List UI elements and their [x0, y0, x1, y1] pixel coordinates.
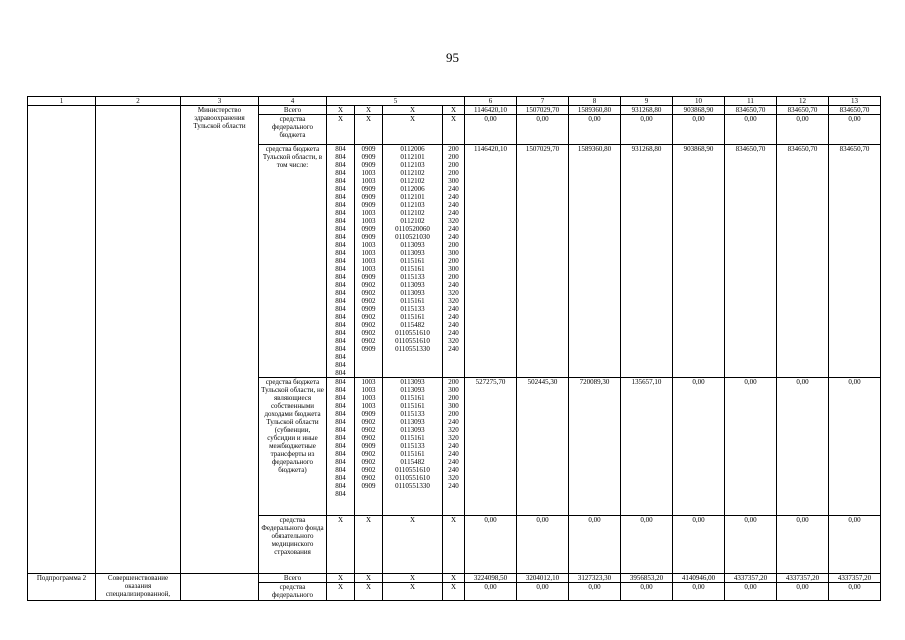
value-cell: 4337357,20	[777, 574, 829, 583]
value-cell: 502445,30	[517, 378, 569, 516]
col-header: 1	[28, 97, 96, 106]
value-cell: 4140946,00	[673, 574, 725, 583]
value-cell: 903868,90	[673, 145, 725, 378]
value-cell: 4337357,20	[725, 574, 777, 583]
cell-empty	[181, 574, 259, 601]
kbk-cell: Х	[327, 115, 355, 145]
value-cell: 0,00	[777, 583, 829, 601]
col-header: 13	[829, 97, 881, 106]
value-cell: 0,00	[673, 516, 725, 574]
col-header: 10	[673, 97, 725, 106]
ministry-name: Министерство здравоохранения Тульской области	[181, 106, 259, 574]
source-label: средства Федерального фонда обязательного медицинского страхования	[259, 516, 327, 574]
source-label: средства федерального бюджета	[259, 115, 327, 145]
kbk-cell: Х	[383, 574, 443, 583]
kbk-cell: Х	[355, 115, 383, 145]
value-cell: 0,00	[517, 115, 569, 145]
value-cell: 0,00	[777, 115, 829, 145]
kbk-list: 804 804 804 804 804 804 804 804 804 804 804 804 804 804 804	[327, 378, 355, 516]
col-header: 11	[725, 97, 777, 106]
kbk-cell: Х	[383, 106, 443, 115]
source-label: Всего	[259, 106, 327, 115]
col-header: 7	[517, 97, 569, 106]
value-cell: 3127323,30	[569, 574, 621, 583]
kbk-list: 200 200 200 200 300 240 240 240 240 320 240 240 200 300 200 300 200 240 320 320 240 240 240 240 320 240	[443, 145, 465, 378]
kbk-cell: Х	[327, 574, 355, 583]
cell-empty	[96, 106, 181, 574]
value-cell: 0,00	[569, 115, 621, 145]
value-cell: 0,00	[829, 516, 881, 574]
value-cell: 0,00	[777, 516, 829, 574]
value-cell: 0,00	[777, 378, 829, 516]
col-header: 4	[259, 97, 327, 106]
kbk-cell: Х	[383, 516, 443, 574]
kbk-list: 1003 1003 1003 1003 0909 0902 0902 0902 0909 0902 0902 0902 0902 0909	[355, 378, 383, 516]
kbk-list: 200 300 200 300 200 240 320 320 240 240 240 240 320 240	[443, 378, 465, 516]
value-cell: 0,00	[621, 115, 673, 145]
kbk-cell: Х	[383, 583, 443, 601]
value-cell: 931268,80	[621, 145, 673, 378]
value-cell: 1589360,80	[569, 106, 621, 115]
value-cell: 834650,70	[777, 106, 829, 115]
value-cell: 0,00	[673, 378, 725, 516]
kbk-list: 0113093 0113093 0115161 0115161 0115133 0113093 0113093 0115161 0115133 0115161 0115482 0110551610 0110551610 0110551330	[383, 378, 443, 516]
value-cell: 1146420,10	[465, 145, 517, 378]
value-cell: 0,00	[465, 516, 517, 574]
kbk-cell: Х	[443, 574, 465, 583]
value-cell: 0,00	[569, 583, 621, 601]
kbk-cell: Х	[327, 106, 355, 115]
kbk-list: 0112006 0112101 0112103 0112102 0112102 0112006 0112101 0112103 0112102 0112102 0110520060 0110521030 0113093 0113093 0115161 0115161 0115133 0113093 0113093 0115161 0115133 0115161 0115482 0110551610 0110551610 0110551330	[383, 145, 443, 378]
value-cell: 3224098,50	[465, 574, 517, 583]
value-cell: 0,00	[621, 583, 673, 601]
subprogram-title: Совершенствование оказания специализированной,	[96, 574, 181, 601]
col-header: 6	[465, 97, 517, 106]
page-number: 95	[446, 50, 459, 65]
value-cell: 4337357,20	[829, 574, 881, 583]
col-header: 5	[327, 97, 465, 106]
value-cell: 0,00	[517, 516, 569, 574]
value-cell: 0,00	[725, 583, 777, 601]
value-cell: 1589360,80	[569, 145, 621, 378]
value-cell: 834650,70	[725, 145, 777, 378]
source-label: Всего	[259, 574, 327, 583]
value-cell: 0,00	[673, 115, 725, 145]
kbk-cell: Х	[355, 106, 383, 115]
col-header: 12	[777, 97, 829, 106]
value-cell: 1507029,70	[517, 145, 569, 378]
kbk-list: 804 804 804 804 804 804 804 804 804 804 804 804 804 804 804 804 804 804 804 804 804 804 804 804 804 804 804 804 804	[327, 145, 355, 378]
value-cell: 0,00	[465, 115, 517, 145]
col-header: 9	[621, 97, 673, 106]
subprogram-label: Подпрограмма 2	[28, 574, 96, 601]
source-label: средства федерального	[259, 583, 327, 601]
value-cell: 0,00	[673, 583, 725, 601]
value-cell: 834650,70	[725, 106, 777, 115]
value-cell: 0,00	[829, 115, 881, 145]
kbk-cell: Х	[443, 516, 465, 574]
value-cell: 3204012,10	[517, 574, 569, 583]
kbk-cell: Х	[327, 516, 355, 574]
value-cell: 834650,70	[829, 106, 881, 115]
kbk-cell: Х	[355, 574, 383, 583]
kbk-cell: Х	[383, 115, 443, 145]
value-cell: 0,00	[725, 378, 777, 516]
kbk-cell: Х	[355, 516, 383, 574]
value-cell: 903868,90	[673, 106, 725, 115]
value-cell: 720089,30	[569, 378, 621, 516]
header-row	[28, 97, 881, 106]
col-header: 2	[96, 97, 181, 106]
kbk-cell: Х	[443, 106, 465, 115]
value-cell: 1507029,70	[517, 106, 569, 115]
kbk-list: 0909 0909 0909 1003 1003 0909 0909 0909 1003 1003 0909 0909 1003 1003 1003 1003 0909 0902 0902 0902 0909 0902 0902 0902 0902 0909	[355, 145, 383, 378]
value-cell: 834650,70	[829, 145, 881, 378]
value-cell: 1146420,10	[465, 106, 517, 115]
source-label: средства бюджета Тульской области, в том числе:	[259, 145, 327, 378]
value-cell: 527275,70	[465, 378, 517, 516]
budget-table	[27, 96, 881, 601]
value-cell: 0,00	[829, 378, 881, 516]
value-cell: 931268,80	[621, 106, 673, 115]
table-row	[28, 106, 881, 115]
kbk-cell: Х	[327, 583, 355, 601]
value-cell: 834650,70	[777, 145, 829, 378]
col-header: 8	[569, 97, 621, 106]
value-cell: 135657,10	[621, 378, 673, 516]
kbk-cell: Х	[355, 583, 383, 601]
kbk-cell: Х	[443, 115, 465, 145]
cell-empty	[28, 106, 96, 574]
value-cell: 0,00	[569, 516, 621, 574]
kbk-cell: Х	[443, 583, 465, 601]
value-cell: 3956853,20	[621, 574, 673, 583]
value-cell: 0,00	[829, 583, 881, 601]
table-row	[28, 574, 881, 583]
col-header: 3	[181, 97, 259, 106]
value-cell: 0,00	[725, 115, 777, 145]
value-cell: 0,00	[725, 516, 777, 574]
source-label: средства бюджета Тульской области, не являющиеся собственными доходами бюджета Тульской области (субвенции, субсидии и иные межбюджетные трансферты из федерального бюджета)	[259, 378, 327, 516]
value-cell: 0,00	[465, 583, 517, 601]
value-cell: 0,00	[621, 516, 673, 574]
value-cell: 0,00	[517, 583, 569, 601]
